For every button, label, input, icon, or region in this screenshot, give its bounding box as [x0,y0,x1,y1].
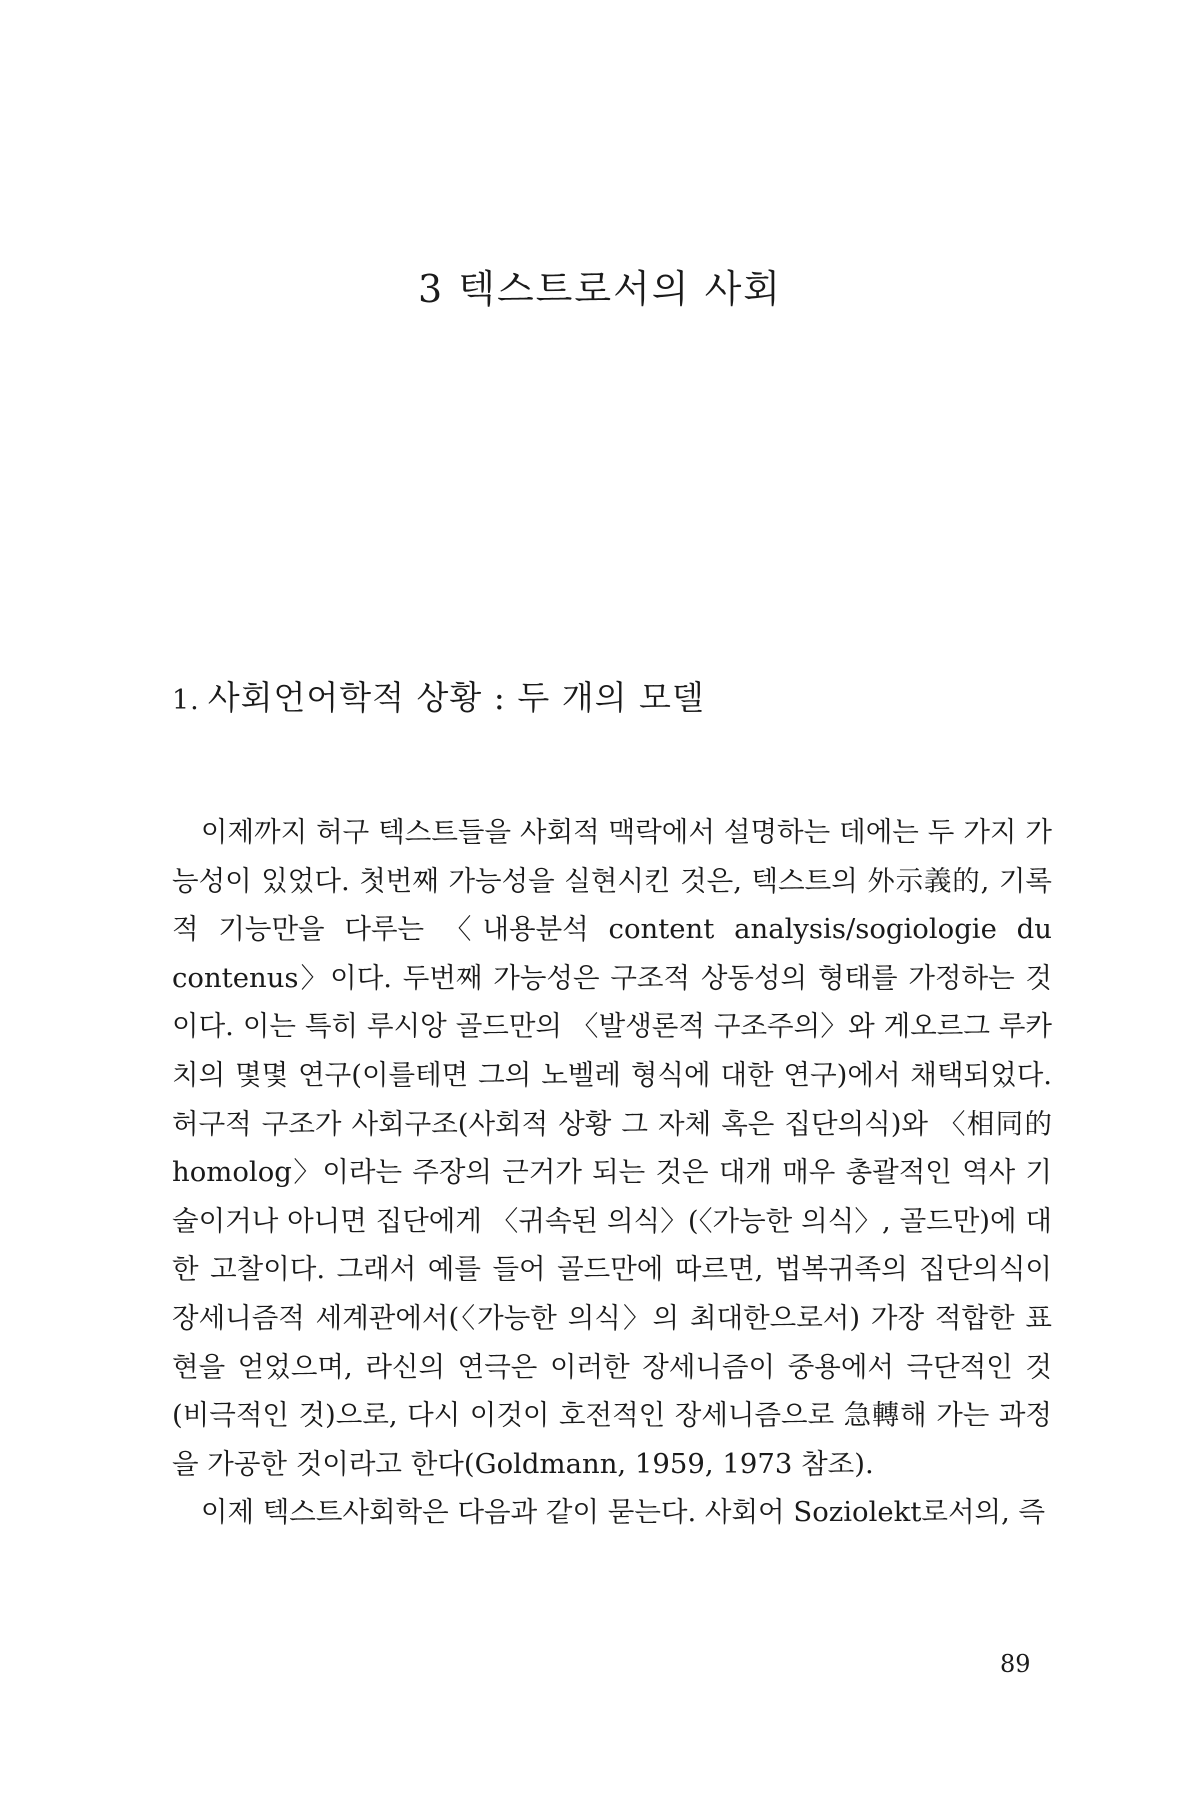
chapter-title: 3 텍스트로서의 사회 [418,267,782,311]
body-text [172,808,1052,1537]
paragraph: 이제 텍스트사회학은 다음과 같이 묻는다. 사회어 Soziolekt로서의, 즉 [200,1496,1046,1529]
section-heading [172,672,705,719]
paragraph: 이제까지 허구 텍스트들을 사회적 맥락에서 설명하는 데에는 두 가지 가능성이 있었다. 첫번째 가능성을 실현시킨 것은, 텍스트의 外示義的, 기록적 기능만을 다루는 〈내용분석 content analysis/sogiologie du contenus〉이다. 두번째 가능성은 구조적 상동성의 형태를 가정하는 것이다. 이는 특히 루시앙 골드만의 〈발생론적 구조주의〉와 게오르그 루카치의 몇몇 연구(이를테면 그의 노벨레 형식에 대한 연구)에서 채택되었다. 허구적 구조가 사회구조(사회적 상황 그 자체 혹은 집단의식)와 〈相同的 homolog〉이라는 주장의 근거가 되는 것은 대개 매우 총괄적인 역사 기술이거나 아니면 집단에게 〈귀속된 의식〉(〈가능한 의식〉, 골드만)에 대한 고찰이다. 그래서 예를 들어 골드만에 따르면, 법복귀족의 집단의식이 장세니즘적 세계관에서(〈가능한 의식〉의 최대한으로서) 가장 적합한 표현을 얻었으며, 라신의 연극은 이러한 장세니즘이 중용에서 극단적인 것(비극적인 것)으로, 다시 이것이 호전적인 장세니즘으로 急轉해 가는 과정을 가공한 것이라고 한다(Goldmann, 1959, 1973 참조). [172,816,1052,1480]
page-number: 89 [1000,1650,1031,1678]
section-title: 사회언어학적 상황 : 두 개의 모델 [207,678,705,717]
section-number: 1. [172,685,200,716]
